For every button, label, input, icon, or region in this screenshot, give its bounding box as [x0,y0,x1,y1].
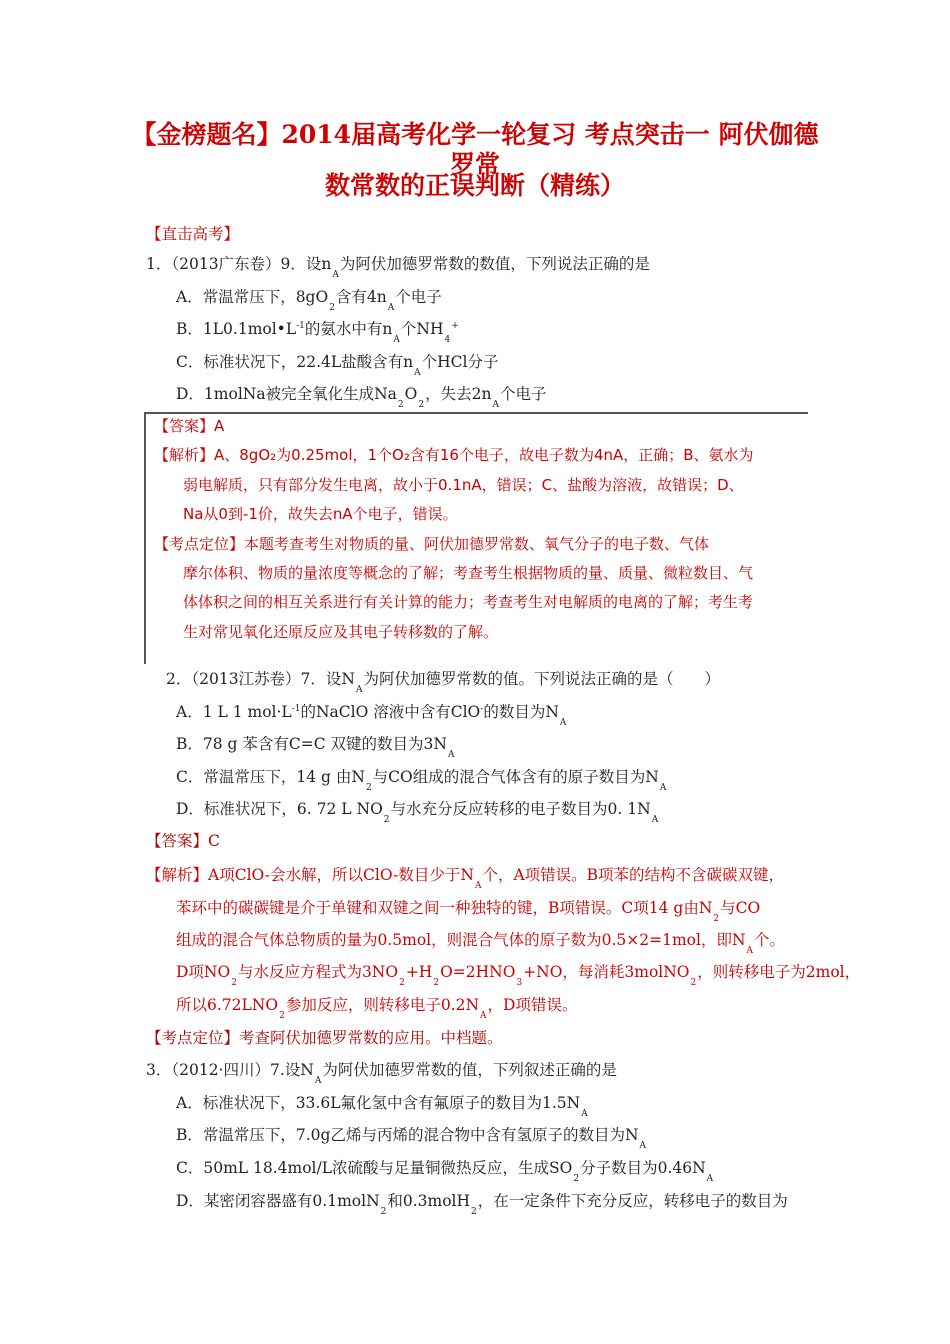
q1-location-line-4: 生对常见氧化还原反应及其电子转移数的了解。 [183,623,499,641]
page-title-line-1: 【金榜题名】2014届高考化学一轮复习 考点突击一 阿伏伽德罗常 [131,120,819,179]
q3-option-d: D．某密闭容器盛有0.1molN$_2$和0.3molH$_2$，在一定条件下充分反应，转移电子的数目为 [176,1192,788,1217]
q2-analysis-line-3: 组成的混合气体总物质的量为0.5mol，则混合气体的原子数为0.5×2=1mol，即$N_A$个。 [176,931,786,956]
q2-option-c: C．常温常压下，14 g 由$N_2$与CO组成的混合气体含有的原子数目为$N_A$ [176,768,667,793]
q2-option-b: B．78 g 苯含有C=C 双键的数目为$3N_A$ [176,735,455,760]
page-title-line-2: 数常数的正误判断（精练） [324,171,625,200]
q2-option-d: D．标准状况下，6. 72 L $NO_2$与水充分反应转移的电子数目为0. $1N_A$ [176,800,659,825]
q1-option-b: B．$1L0.1mol•L^{-1}$的氨水中有$n_A$个$NH_4^+$ [176,320,459,345]
q1-analysis-line-1: 【解析】A、8gO₂为0.25mol，1个O₂含有16个电子，故电子数为4nA，正确；B、氨水为 [154,446,754,464]
q3-option-a: A．标准状况下，33.6L氟化氢中含有氟原子的数目为$1.5N_A$ [176,1094,588,1119]
q2-analysis-line-4: D项$NO_2$与水反应方程式为$3NO_2+H_2O=2HNO_3+NO$，每消耗3molNO$_2$，则转移电子为2mol， [176,963,861,988]
q3-option-b: B．常温常压下，7.0g乙烯与丙烯的混合物中含有氢原子的数目为$N_A$ [176,1126,647,1151]
q1-option-c: C．标准状况下，22.4L盐酸含有$n_A$个HCl分子 [176,353,499,378]
q1-option-d: D．1molNa被完全氧化生成$Na_2O_2$，失去$2n_A$个电子 [176,385,547,410]
q2-analysis-line-2: 苯环中的碳碳键是介于单键和双键之间一种独特的键，B项错误。C项14 g由$N_2$与CO [176,899,761,924]
q1-location-line-1: 【考点定位】本题考查考生对物质的量、阿伏加德罗常数、氧气分子的电子数、气体 [154,535,710,553]
q1-option-a: A．常温常压下，$8gO_2$含有$4n_A$个电子 [176,288,442,313]
q1-stem: 1．（2013广东卷）9．设$n_A$为阿伏加德罗常数的数值，下列说法正确的是 [146,255,650,280]
q1-location-line-3: 体体积之间的相互关系进行有关计算的能力；考查考生对电解质的电离的了解；考生考 [183,593,754,611]
q1-analysis-line-3: Na从0到-1价，故失去nA个电子，错误。 [183,505,458,523]
q2-option-a: A．1 L 1 $mol\cdot L^{-1}$的NaClO 溶液中含有ClO-的数目为$N_A$ [176,703,567,728]
q2-answer: 【答案】C [146,832,220,850]
q3-option-c: C．50mL 18.4mol/L浓硫酸与足量铜微热反应，生成$SO_2$分子数目为$0.46N_A$ [176,1159,714,1184]
q1-location-line-2: 摩尔体积、物质的量浓度等概念的了解；考查考生根据物质的量、质量、微粒数目、气 [183,564,754,582]
section-header: 【直击高考】 [146,225,240,243]
q2-analysis-line-5: 所以$6.72LNO_2$参加反应，则转移电子$0.2N_A$，D项错误。 [176,996,578,1021]
answer-box-left-border [144,412,146,664]
q1-answer: 【答案】A [154,417,225,435]
q2-stem: 2．（2013江苏卷）7．设$N_A$为阿伏加德罗常数的值。下列说法正确的是（ ） [166,670,720,695]
answer-box-top-border [145,412,808,414]
q2-analysis-line-1: 【解析】A项ClO-会水解，所以ClO-数目少于$N_A$个，A项错误。B项苯的结构不含碳碳双键， [146,866,785,891]
q1-analysis-line-2: 弱电解质，只有部分发生电离，故小于0.1nA，错误；C、盐酸为溶液，故错误；D、 [183,476,744,494]
q3-stem: 3．（2012·四川）7.设$N_A$为阿伏加德罗常数的值，下列叙述正确的是 [146,1061,617,1086]
q2-location: 【考点定位】考查阿伏加德罗常数的应用。中档题。 [146,1029,503,1047]
